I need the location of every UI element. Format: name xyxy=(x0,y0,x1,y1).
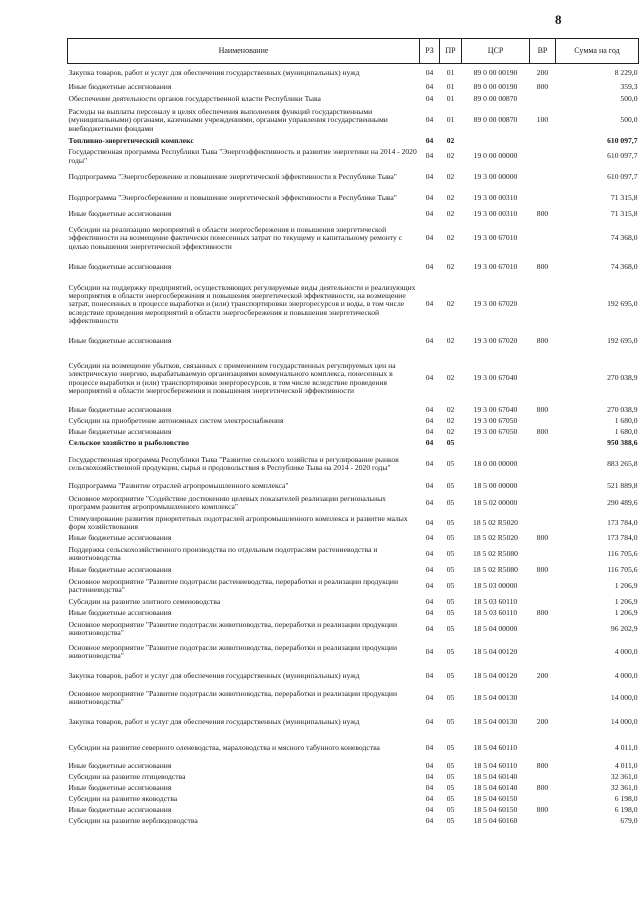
row-sum: 14 000,0 xyxy=(610,693,638,703)
row-sum: 192 695,0 xyxy=(607,336,638,346)
row-rz: 04 xyxy=(425,172,434,182)
row-csr: 18 5 04 00120 xyxy=(473,670,518,680)
row-sum: 4 000,0 xyxy=(614,646,638,656)
row-name: Обеспечение деятельности органов государственной власти Республики Тыва xyxy=(68,94,321,104)
row-sum: 173 784,0 xyxy=(607,517,638,527)
row-rz: 04 xyxy=(425,565,434,575)
row-vr xyxy=(530,735,556,761)
row-rz: 04 xyxy=(425,427,434,437)
header-csr: ЦСР xyxy=(462,39,530,64)
row-name: Топливно-энергетический комплекс xyxy=(68,135,194,145)
row-name: Субсидии на развитие птицеводства xyxy=(68,772,186,782)
table-row xyxy=(68,576,639,597)
row-pr: 02 xyxy=(446,373,455,383)
row-pr: 05 xyxy=(446,693,455,703)
row-csr: 19 3 00 67050 xyxy=(473,427,518,437)
row-sum: 6 198,0 xyxy=(614,794,638,804)
header-sum: Сумма на год xyxy=(556,39,639,64)
table-row xyxy=(68,279,639,331)
row-sum: 4 011,0 xyxy=(615,761,638,771)
row-sum: 96 202,9 xyxy=(610,624,638,634)
row-vr xyxy=(530,493,556,513)
row-csr: 18 5 04 00120 xyxy=(473,646,518,656)
table-row xyxy=(68,167,639,189)
row-sum: 270 038,9 xyxy=(607,404,638,414)
row-csr: 89 0 00 00870 xyxy=(473,115,518,125)
row-vr xyxy=(530,480,556,493)
row-name: Иные бюджетные ассигнования xyxy=(68,82,172,92)
table-row xyxy=(68,565,639,576)
table-row xyxy=(68,608,639,619)
row-csr: 19 3 00 00000 xyxy=(473,172,518,182)
row-vr xyxy=(530,688,556,709)
row-pr: 05 xyxy=(446,438,455,448)
row-sum: 950 388,6 xyxy=(607,438,638,448)
row-pr: 02 xyxy=(446,262,455,272)
row-rz: 04 xyxy=(425,742,434,752)
row-csr: 18 5 00 00000 xyxy=(473,481,518,491)
row-rz: 04 xyxy=(425,115,434,125)
row-csr: 18 5 02 R5020 xyxy=(473,517,518,527)
row-name: Иные бюджетные ассигнования xyxy=(68,565,172,575)
row-csr: 18 5 04 60110 xyxy=(473,742,518,752)
row-pr: 02 xyxy=(446,299,455,309)
row-csr: 18 5 03 60110 xyxy=(473,608,518,618)
row-sum: 71 315,8 xyxy=(610,209,638,219)
row-csr: 18 5 04 00000 xyxy=(473,624,518,634)
row-vr xyxy=(530,415,556,427)
row-pr: 05 xyxy=(446,608,455,618)
row-csr: 18 5 04 60110 xyxy=(473,761,518,771)
row-csr: 18 5 03 00000 xyxy=(473,581,518,591)
table-row xyxy=(68,735,639,761)
row-rz: 04 xyxy=(425,151,434,161)
row-rz: 04 xyxy=(425,597,434,607)
row-vr xyxy=(530,640,556,664)
row-sum: 1 680,0 xyxy=(614,415,638,425)
row-rz: 04 xyxy=(425,608,434,618)
row-name: Субсидии на возмещение убытков, связанных с применением государственных регулируемых цен на электрическую энергию, вырабатываемую организациями коммунального комплекса, понесенных в процессе выработки и (или) транспортировки энергоресурсов, в том числе вследствие проведения мероприятий в области энергосбережения и повышения энергетической эффективности xyxy=(68,360,396,395)
row-rz: 04 xyxy=(425,517,434,527)
row-sum: 1 206,9 xyxy=(614,608,638,618)
row-name: Иные бюджетные ассигнования xyxy=(68,336,172,346)
row-name: Иные бюджетные ассигнования xyxy=(68,404,172,414)
table-row xyxy=(68,688,639,709)
row-vr xyxy=(530,136,556,147)
table-header-row xyxy=(68,39,639,64)
row-vr: 100 xyxy=(536,115,549,125)
row-csr: 19 3 00 67020 xyxy=(473,299,518,309)
row-sum: 192 695,0 xyxy=(607,299,638,309)
row-rz: 04 xyxy=(425,415,434,425)
row-csr: 19 3 00 67050 xyxy=(473,415,518,425)
table-row xyxy=(68,82,639,94)
table-row xyxy=(68,805,639,816)
row-vr xyxy=(530,449,556,480)
row-name: Иные бюджетные ассигнования xyxy=(68,608,172,618)
row-csr: 19 0 00 00000 xyxy=(473,151,518,161)
row-pr: 01 xyxy=(446,94,455,104)
row-vr xyxy=(530,794,556,805)
row-vr: 800 xyxy=(536,336,549,346)
row-csr xyxy=(462,438,530,449)
row-csr: 18 5 04 00130 xyxy=(473,693,518,703)
table-row xyxy=(68,816,639,827)
row-vr xyxy=(530,94,556,106)
row-vr xyxy=(530,189,556,209)
row-sum: 8 229,0 xyxy=(614,67,638,77)
row-pr: 05 xyxy=(446,581,455,591)
row-pr: 05 xyxy=(446,565,455,575)
row-sum: 610 097,7 xyxy=(607,172,638,182)
row-name: Закупка товаров, работ и услуг для обеспечения государственных (муниципальных) нужд xyxy=(68,670,360,680)
row-name: Субсидии на развитие северного оленеводства, мараловодства и мясного табунного коневодства xyxy=(68,742,380,752)
row-csr: 19 3 00 67040 xyxy=(473,404,518,414)
row-sum: 6 198,0 xyxy=(614,805,638,815)
row-pr: 01 xyxy=(446,82,455,92)
row-vr xyxy=(530,619,556,640)
table-row xyxy=(68,331,639,353)
row-sum: 290 489,6 xyxy=(607,497,638,507)
row-csr: 89 0 00 00190 xyxy=(473,67,518,77)
row-vr xyxy=(530,147,556,167)
row-vr xyxy=(530,772,556,783)
row-sum: 679,0 xyxy=(620,816,638,826)
row-rz: 04 xyxy=(425,82,434,92)
row-rz: 04 xyxy=(425,581,434,591)
row-sum: 74 368,0 xyxy=(610,233,638,243)
table-row xyxy=(68,136,639,147)
table-row xyxy=(68,438,639,449)
row-sum: 1 680,0 xyxy=(614,427,638,437)
row-rz: 04 xyxy=(425,373,434,383)
row-vr: 800 xyxy=(536,404,549,414)
row-name: Государственная программа Республики Тыва "Энергоэффективность и развитие энергетики на 2014 - 2020 годы" xyxy=(68,147,417,165)
row-rz: 04 xyxy=(425,816,434,826)
row-name: Иные бюджетные ассигнования xyxy=(68,761,172,771)
row-csr: 18 5 02 R5080 xyxy=(473,565,518,575)
row-sum: 521 889,8 xyxy=(607,481,638,491)
row-csr: 18 5 04 60160 xyxy=(473,816,518,826)
row-vr xyxy=(530,353,556,405)
row-pr: 02 xyxy=(446,415,455,425)
row-name: Основное мероприятие "Развитие подотрасли растениеводства, переработки и реализации продукции растениеводства" xyxy=(68,577,399,595)
row-name: Закупка товаров, работ и услуг для обеспечения государственных (муниципальных) нужд xyxy=(68,716,360,726)
row-name: Субсидии на реализацию мероприятий в области энергосбережения и повышения энергетической эффективности на возмещение фактически понесенных затрат по текущему и капитальному ремонту с целью повышения энергетической эффективности xyxy=(68,224,403,251)
row-pr: 05 xyxy=(446,742,455,752)
row-sum: 1 206,9 xyxy=(614,581,638,591)
table-row xyxy=(68,257,639,279)
row-csr: 18 0 00 00000 xyxy=(473,459,518,469)
row-name: Иные бюджетные ассигнования xyxy=(68,427,172,437)
row-rz: 04 xyxy=(425,716,434,726)
row-pr: 02 xyxy=(446,193,455,203)
row-name: Иные бюджетные ассигнования xyxy=(68,805,172,815)
row-sum: 500,0 xyxy=(620,94,638,104)
row-vr: 800 xyxy=(536,262,549,272)
row-pr: 02 xyxy=(446,427,455,437)
row-vr: 800 xyxy=(536,608,549,618)
header-name: Наименование xyxy=(68,39,420,64)
row-rz: 04 xyxy=(425,67,434,77)
row-name: Поддержка сельскохозяйственного производства по отдельным подотраслям растениеводства и животноводства xyxy=(68,545,378,563)
row-csr: 18 5 03 60110 xyxy=(473,597,518,607)
row-rz: 04 xyxy=(425,783,434,793)
row-sum: 4 011,0 xyxy=(615,742,638,752)
budget-table xyxy=(67,38,639,827)
row-vr: 800 xyxy=(536,565,549,575)
row-name: Субсидии на развитие яководства xyxy=(68,794,178,804)
row-csr xyxy=(462,136,530,147)
row-pr: 05 xyxy=(446,670,455,680)
row-name: Иные бюджетные ассигнования xyxy=(68,209,172,219)
row-rz: 04 xyxy=(425,624,434,634)
table-row xyxy=(68,405,639,415)
table-row xyxy=(68,189,639,209)
row-name: Основное мероприятие "Развитие подотрасли животноводства, переработки и реализации продукции животноводства" xyxy=(68,620,398,638)
row-name: Подпрограмма "Энергосбережение и повышение энергетической эффективности в Республике Тыва" xyxy=(68,193,397,203)
row-csr: 18 5 02 00000 xyxy=(473,497,518,507)
row-pr: 02 xyxy=(446,172,455,182)
row-pr: 05 xyxy=(446,761,455,771)
row-vr: 800 xyxy=(536,209,549,219)
row-vr xyxy=(530,438,556,449)
table-row xyxy=(68,209,639,221)
row-pr: 01 xyxy=(446,115,455,125)
row-rz: 04 xyxy=(425,438,434,448)
row-rz: 04 xyxy=(425,693,434,703)
table-row xyxy=(68,794,639,805)
row-sum: 610 097,7 xyxy=(607,135,638,145)
row-sum: 71 315,8 xyxy=(610,193,638,203)
row-vr xyxy=(530,513,556,533)
row-csr: 18 5 02 R5080 xyxy=(473,549,518,559)
row-vr: 200 xyxy=(536,67,549,77)
row-pr: 02 xyxy=(446,151,455,161)
row-rz: 04 xyxy=(425,135,434,145)
row-csr: 18 5 04 00130 xyxy=(473,716,518,726)
row-pr: 02 xyxy=(446,404,455,414)
row-rz: 04 xyxy=(425,761,434,771)
row-pr: 05 xyxy=(446,716,455,726)
row-rz: 04 xyxy=(425,794,434,804)
row-rz: 04 xyxy=(425,805,434,815)
table-row xyxy=(68,761,639,772)
row-vr: 800 xyxy=(536,761,549,771)
table-row xyxy=(68,533,639,544)
table-row xyxy=(68,640,639,664)
row-pr: 05 xyxy=(446,772,455,782)
row-rz: 04 xyxy=(425,481,434,491)
row-sum: 116 705,6 xyxy=(607,565,638,575)
row-rz: 04 xyxy=(425,549,434,559)
row-rz: 04 xyxy=(425,646,434,656)
row-vr xyxy=(530,544,556,565)
table-row xyxy=(68,772,639,783)
row-csr: 18 5 04 60150 xyxy=(473,794,518,804)
row-rz: 04 xyxy=(425,262,434,272)
row-name: Расходы на выплаты персоналу в целях обеспечения выполнения функций государственными (муниципальными) органами, казенными учреждениями, органами управления государственными внебюджетными фондами xyxy=(68,106,388,133)
row-csr: 18 5 04 60150 xyxy=(473,805,518,815)
table-row xyxy=(68,544,639,565)
row-name: Основное мероприятие "Развитие подотрасли животноводства, переработки и реализации продукции животноводства" xyxy=(68,689,398,707)
row-name: Основное мероприятие "Содействие достижению целевых показателей реализации региональных программ развития агропромышленного комплекса" xyxy=(68,493,386,511)
table-row xyxy=(68,619,639,640)
row-pr: 05 xyxy=(446,481,455,491)
row-rz: 04 xyxy=(425,209,434,219)
table-row xyxy=(68,415,639,427)
table-row xyxy=(68,94,639,106)
row-rz: 04 xyxy=(425,233,434,243)
row-name: Субсидии на развитие элитного семеноводства xyxy=(68,597,221,607)
row-pr: 01 xyxy=(446,67,455,77)
row-vr: 800 xyxy=(536,82,549,92)
row-sum: 883 265,8 xyxy=(607,459,638,469)
row-csr: 19 3 00 00310 xyxy=(473,193,518,203)
row-sum: 500,0 xyxy=(620,115,638,125)
table-row xyxy=(68,597,639,608)
row-csr: 19 3 00 67010 xyxy=(473,233,518,243)
row-vr: 200 xyxy=(536,670,549,680)
row-vr: 800 xyxy=(536,805,549,815)
row-pr: 02 xyxy=(446,135,455,145)
row-pr: 02 xyxy=(446,209,455,219)
row-rz: 04 xyxy=(425,497,434,507)
row-name: Иные бюджетные ассигнования xyxy=(68,533,172,543)
row-csr: 89 0 00 00190 xyxy=(473,82,518,92)
row-vr xyxy=(530,597,556,608)
row-vr xyxy=(530,576,556,597)
row-name: Субсидии на поддержку предприятий, осуществляющих регулируемые виды деятельности и реализующих мероприятия в области энергосбережения и повышения энергетической эффективности, на возмещение затрат, понесенных в процессе выработки и (или) транспортировки энергоресурсов и воды, в том числе вследствие проведения мероприятий в области энергосбережения и повышения энергетической эффективности xyxy=(68,282,416,326)
row-pr: 05 xyxy=(446,794,455,804)
row-pr: 05 xyxy=(446,805,455,815)
table-row xyxy=(68,106,639,136)
row-name: Государственная программа Республики Тыва "Развитие сельского хозяйства и регулирование рынков сельскохозяйственной продукции, сырья и продовольствия в Республике Тыва на 2014 - 2020 годы" xyxy=(68,455,399,473)
page-number: 8 xyxy=(555,12,562,27)
row-sum: 116 705,6 xyxy=(607,549,638,559)
row-csr: 19 3 00 67020 xyxy=(473,336,518,346)
table-row xyxy=(68,221,639,257)
row-pr: 05 xyxy=(446,533,455,543)
row-pr: 05 xyxy=(446,816,455,826)
row-rz: 04 xyxy=(425,94,434,104)
table-row xyxy=(68,664,639,688)
row-rz: 04 xyxy=(425,459,434,469)
table-row xyxy=(68,480,639,493)
table-row xyxy=(68,493,639,513)
table-row xyxy=(68,783,639,794)
row-rz: 04 xyxy=(425,670,434,680)
row-csr: 18 5 04 60140 xyxy=(473,772,518,782)
row-csr: 19 3 00 67010 xyxy=(473,262,518,272)
row-name: Сельское хозяйство и рыболовство xyxy=(68,438,189,448)
row-vr: 800 xyxy=(536,427,549,437)
row-pr: 02 xyxy=(446,336,455,346)
header-vr: ВР xyxy=(530,39,556,64)
row-vr xyxy=(530,279,556,331)
row-vr xyxy=(530,221,556,257)
row-rz: 04 xyxy=(425,336,434,346)
table-row xyxy=(68,427,639,438)
row-name: Подпрограмма "Энергосбережение и повышение энергетической эффективности в Республике Тыва" xyxy=(68,172,397,182)
row-sum: 610 097,7 xyxy=(607,151,638,161)
row-pr: 05 xyxy=(446,597,455,607)
table-row xyxy=(68,64,639,82)
row-pr: 05 xyxy=(446,497,455,507)
row-name: Иные бюджетные ассигнования xyxy=(68,262,172,272)
row-name: Субсидии на приобретение автономных систем электроснабжения xyxy=(68,415,284,425)
row-sum: 32 361,0 xyxy=(610,772,638,782)
row-vr xyxy=(530,167,556,189)
row-rz: 04 xyxy=(425,533,434,543)
row-csr: 89 0 00 00870 xyxy=(473,94,518,104)
row-rz: 04 xyxy=(425,193,434,203)
row-sum: 4 000,0 xyxy=(614,670,638,680)
row-name: Стимулирование развития приоритетных подотраслей агропромышленного комплекса и развитие малых форм хозяйствования xyxy=(68,513,408,531)
table-row xyxy=(68,513,639,533)
row-csr: 19 3 00 67040 xyxy=(473,373,518,383)
row-sum: 173 784,0 xyxy=(607,533,638,543)
row-rz: 04 xyxy=(425,299,434,309)
row-sum: 270 038,9 xyxy=(607,373,638,383)
row-name: Закупка товаров, работ и услуг для обеспечения государственных (муниципальных) нужд xyxy=(68,67,360,77)
row-csr: 18 5 02 R5020 xyxy=(473,533,518,543)
row-pr: 05 xyxy=(446,517,455,527)
row-vr: 800 xyxy=(536,783,549,793)
row-pr: 05 xyxy=(446,624,455,634)
row-pr: 05 xyxy=(446,646,455,656)
table-row xyxy=(68,709,639,735)
row-csr: 19 3 00 00310 xyxy=(473,209,518,219)
row-vr xyxy=(530,816,556,827)
row-sum: 1 206,9 xyxy=(614,597,638,607)
row-rz: 04 xyxy=(425,772,434,782)
row-pr: 05 xyxy=(446,459,455,469)
row-name: Иные бюджетные ассигнования xyxy=(68,783,172,793)
row-vr: 800 xyxy=(536,533,549,543)
row-rz: 04 xyxy=(425,404,434,414)
row-sum: 32 361,0 xyxy=(610,783,638,793)
table-body xyxy=(68,64,639,827)
row-sum: 359,3 xyxy=(620,82,638,92)
row-name: Субсидии на развитие верблюдоводства xyxy=(68,816,198,826)
row-vr: 200 xyxy=(536,716,549,726)
row-name: Подпрограмма "Развитие отраслей агропромышленного комплекса" xyxy=(68,481,289,491)
row-pr: 05 xyxy=(446,783,455,793)
row-pr: 02 xyxy=(446,233,455,243)
table-row xyxy=(68,449,639,480)
header-rz: РЗ xyxy=(420,39,440,64)
table-row xyxy=(68,353,639,405)
row-sum: 74 368,0 xyxy=(610,262,638,272)
row-name: Основное мероприятие "Развитие подотрасли животноводства, переработки и реализации продукции животноводства" xyxy=(68,642,398,660)
row-csr: 18 5 04 60140 xyxy=(473,783,518,793)
header-pr: ПР xyxy=(440,39,462,64)
row-sum: 14 000,0 xyxy=(610,716,638,726)
row-pr: 05 xyxy=(446,549,455,559)
table-row xyxy=(68,147,639,167)
